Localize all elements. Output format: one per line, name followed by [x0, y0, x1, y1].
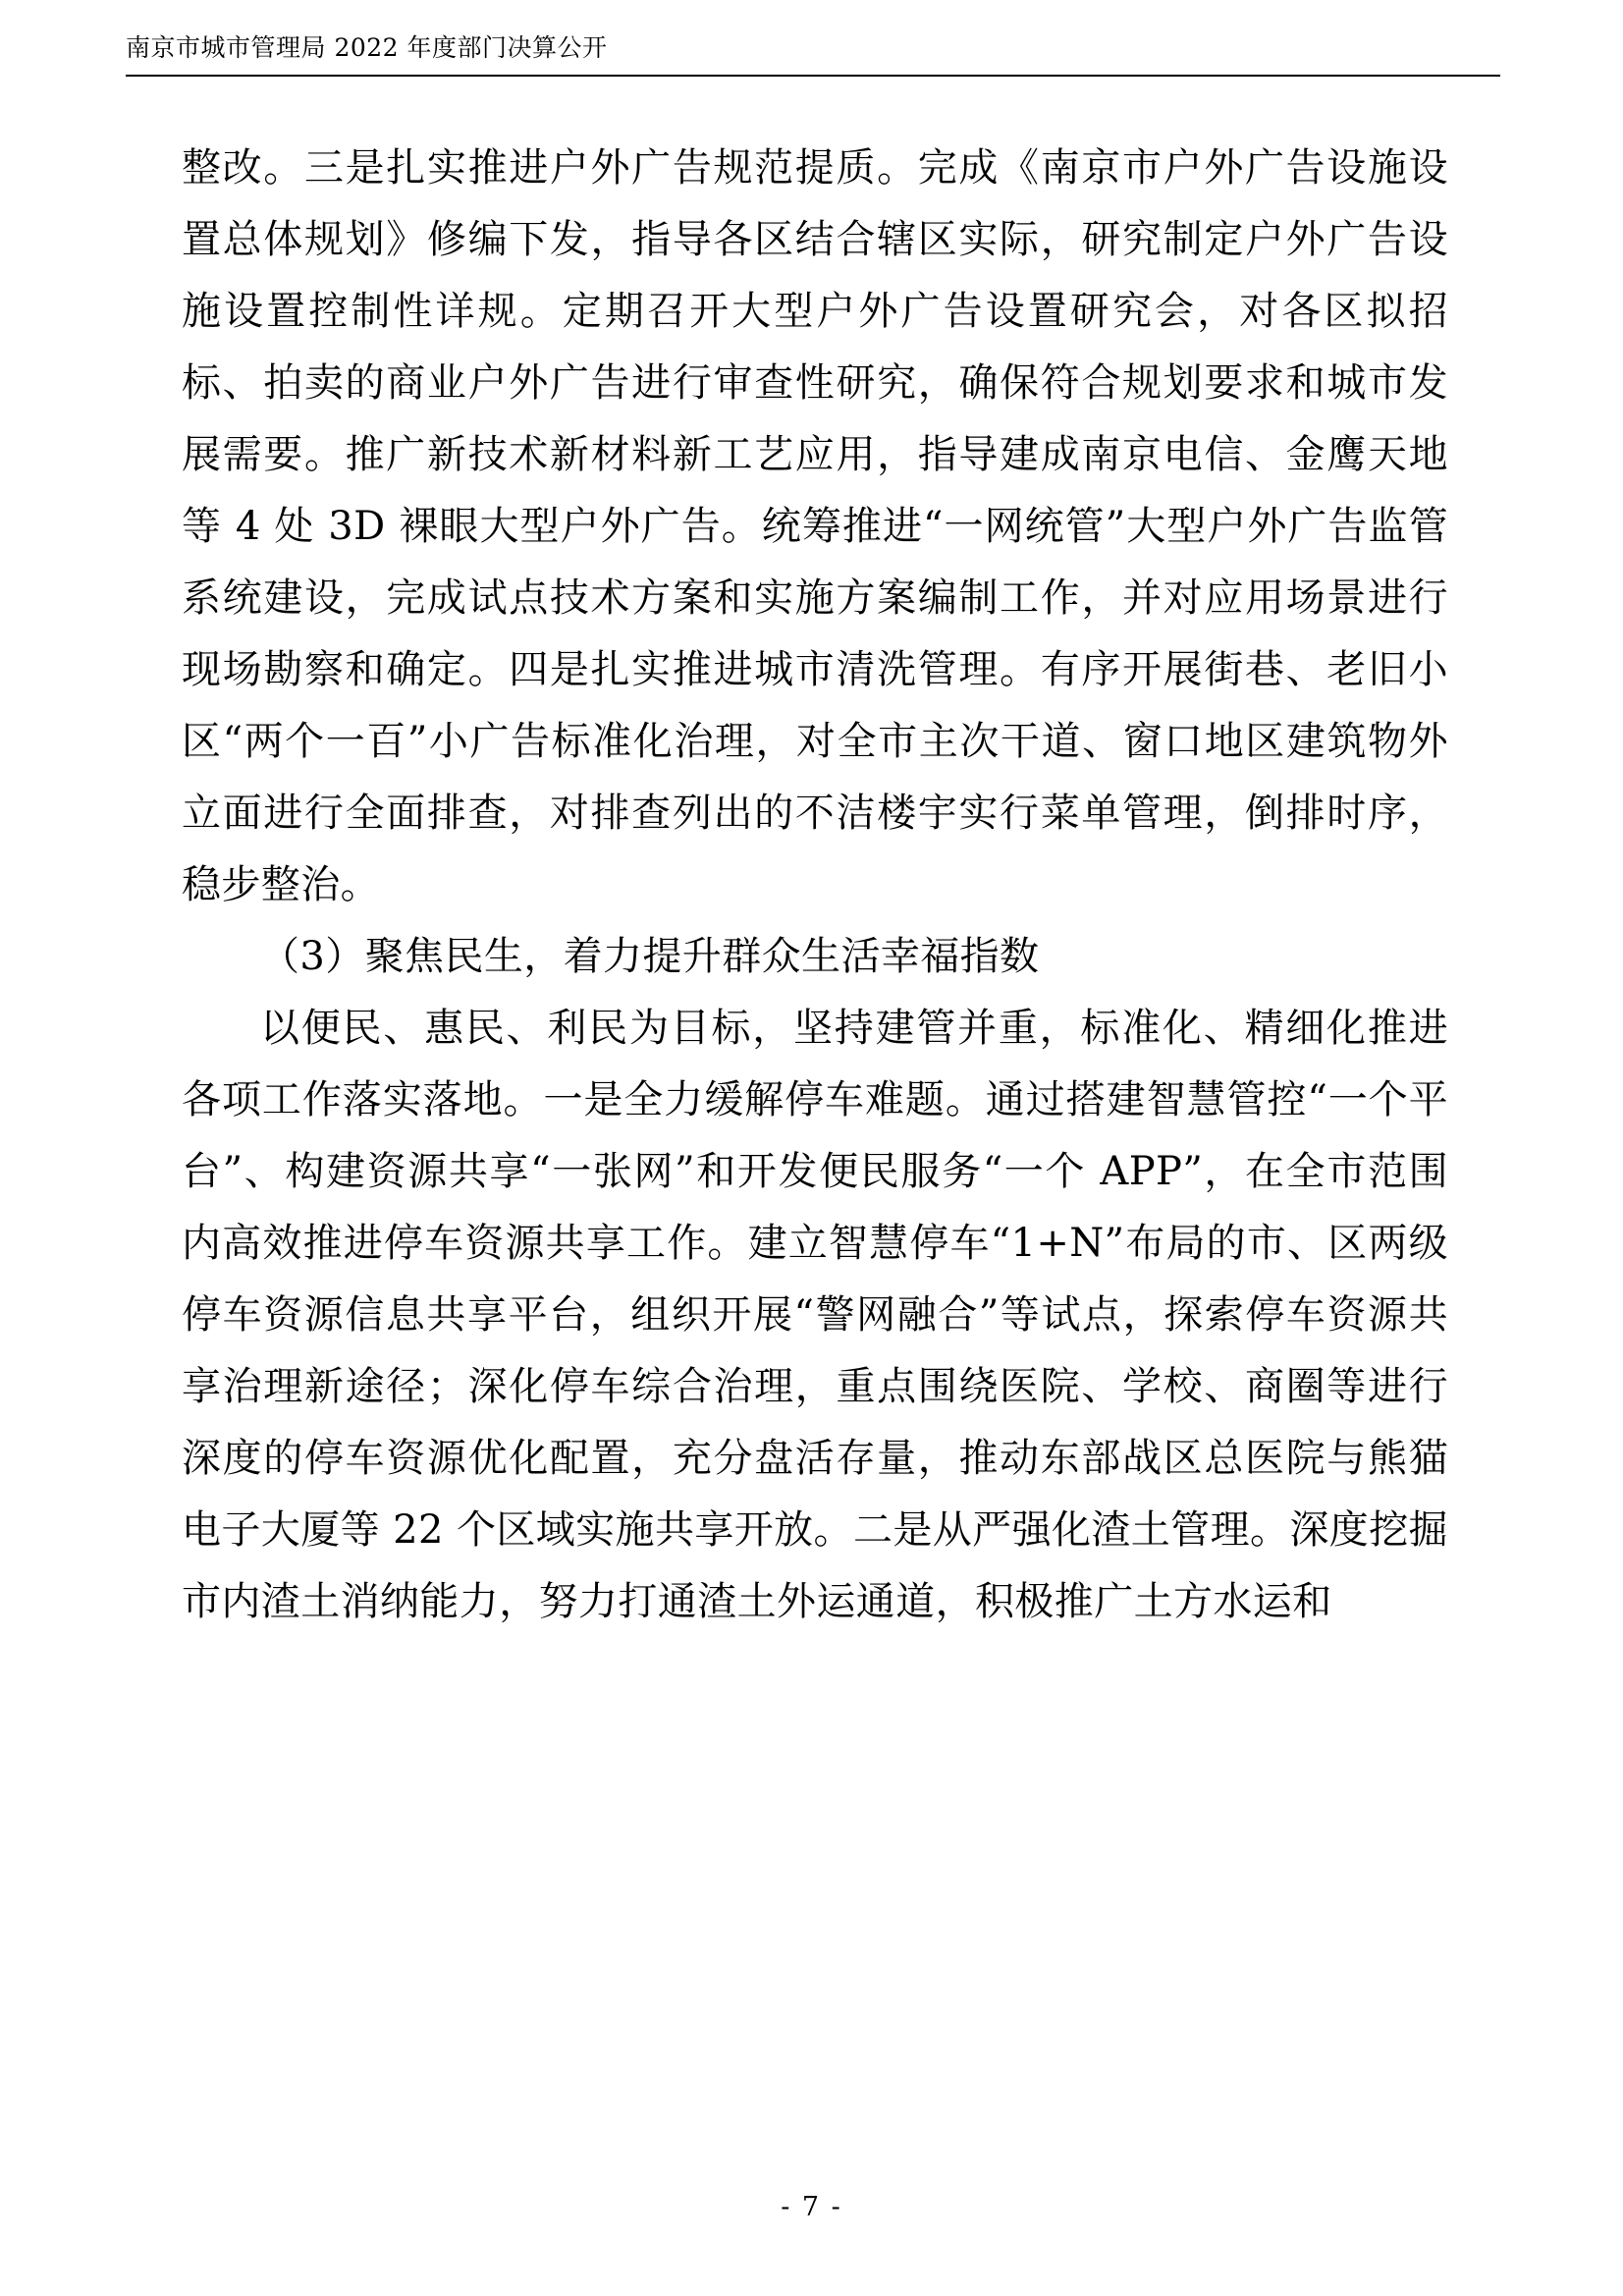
- document-body: [182, 133, 1448, 1638]
- page-number: - 7 -: [781, 2192, 842, 2222]
- page-header: [126, 31, 1500, 79]
- page-footer: [0, 2192, 1623, 2222]
- paragraph-outdoor-advertising: 整改。三是扎实推进户外广告规范提质。完成《南京市户外广告设施设置总体规划》修编下发，指导各区结合辖区实际，研究制定户外广告设施设置控制性详规。定期召开大型户外广告设置研究会，对各区拟招标、拍卖的商业户外广告进行审查性研究，确保符合规划要求和城市发展需要。推广新技术新材料新工艺应用，指导建成南京电信、金鹰天地等 4 处 3D 裸眼大型户外广告。统筹推进“一网统管”大型户外广告监管系统建设，完成试点技术方案和实施方案编制工作，并对应用场景进行现场勘察和确定。四是扎实推进城市清洗管理。有序开展街巷、老旧小区“两个一百”小广告标准化治理，对全市主次干道、窗口地区建筑物外立面进行全面排查，对排查列出的不洁楼宇实行菜单管理，倒排时序，稳步整治。: [182, 145, 1448, 907]
- header-title: 南京市城市管理局 2022 年度部门决算公开: [126, 33, 608, 62]
- heading-focus-livelihood: （3）聚焦民生，着力提升群众生活幸福指数: [260, 934, 1040, 979]
- header-divider: [126, 75, 1500, 77]
- paragraph-livelihood-detail: 以便民、惠民、利民为目标，坚持建管并重，标准化、精细化推进各项工作落实落地。一是全力缓解停车难题。通过搭建智慧管控“一个平台”、构建资源共享“一张网”和开发便民服务“一个 APP”，在全市范围内高效推进停车资源共享工作。建立智慧停车“1+N”布局的市、区两级停车资源信息共享平台，组织开展“警网融合”等试点，探索停车资源共享治理新途径；深化停车综合治理，重点围绕医院、学校、商圈等进行深度的停车资源优化配置，充分盘活存量，推动东部战区总医院与熊猫电子大厦等 22 个区域实施共享开放。二是从严强化渣土管理。深度挖掘市内渣土消纳能力，努力打通渣土外运通道，积极推广土方水运和: [182, 1006, 1448, 1624]
